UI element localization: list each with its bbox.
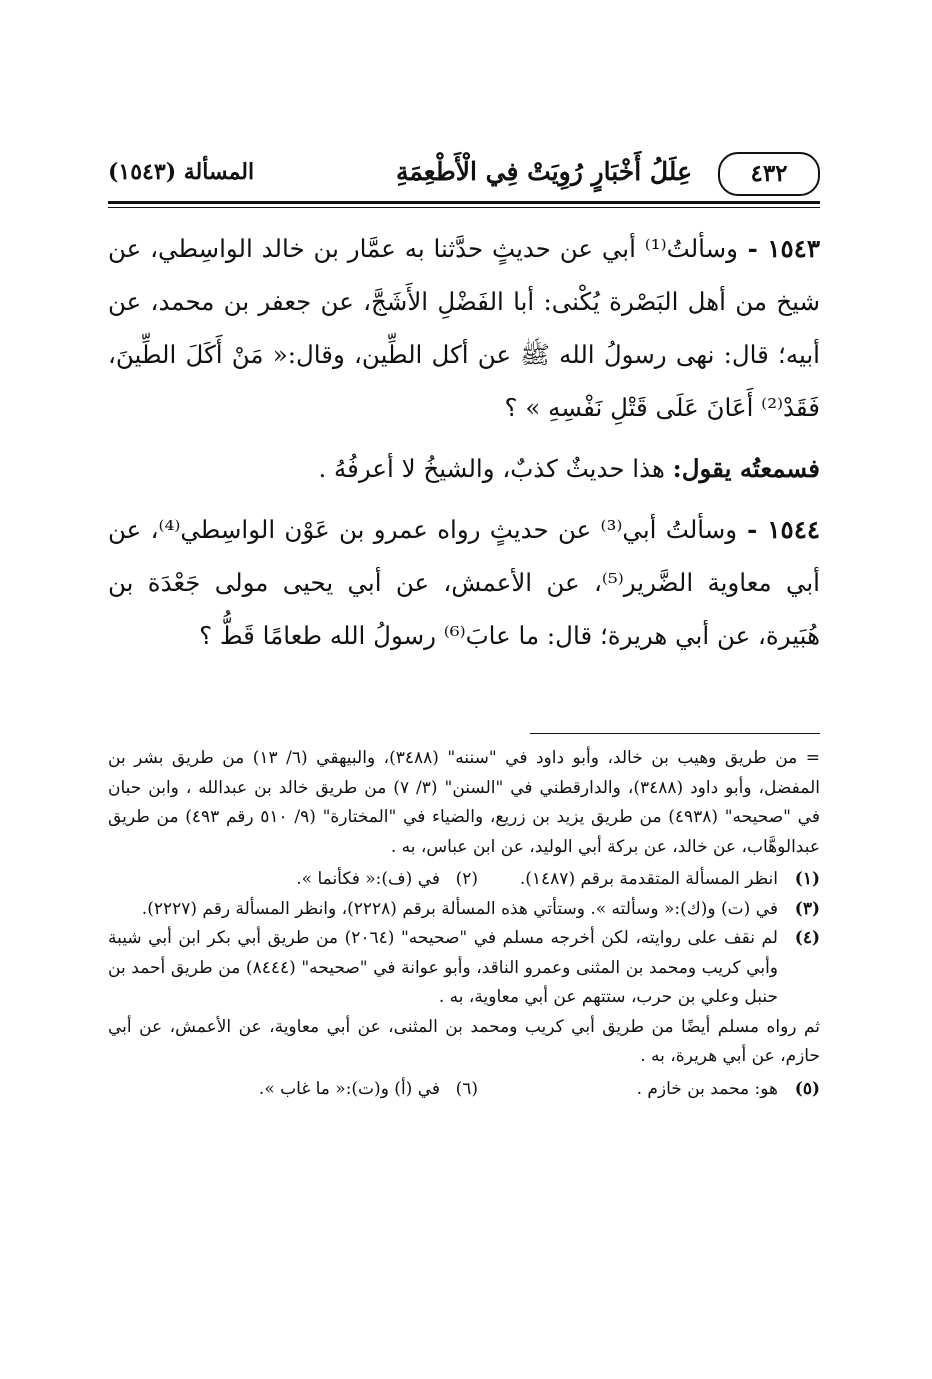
footnote-3 xyxy=(108,895,820,925)
page-number: ٤٣٢ xyxy=(718,152,820,196)
footnote-number: (٢) xyxy=(455,869,478,889)
footnote-divider xyxy=(530,733,820,734)
footnote-4 xyxy=(108,924,820,1013)
footnote-text: في (ف):« فكأنما ». xyxy=(296,869,440,889)
header-rule-thick xyxy=(108,201,820,204)
page-header xyxy=(108,152,820,196)
footnotes xyxy=(108,744,820,1104)
footnote-row-1-2 xyxy=(108,865,820,895)
issue-number: ١٥٤٤ - xyxy=(737,515,821,544)
paragraph-1544 xyxy=(108,503,820,662)
answer-text: هذا حديثٌ كذبٌ، والشيخُ لا أعرفُهُ . xyxy=(318,454,673,483)
footnote-continuation: = من طريق وهيب بن خالد، وأبو داود في "سننه" (٣٤٨٨)، والبيهقي (٦/ ١٣) من طريق بشر بن المفضل، وأبو داود (٣٤٨٨)، والدارقطني في "السنن" (٣/ ٧) من طريق خالد بن عبدالله ، وابن حبان في "صحيحه" (٤٩٣٨) من طريق يزيد بن زريع، والضياء في "المختارة" (٩/ ٥١٠ رقم ٤٩٣) من طريق عبدالوهَّاب، عن خالد، عن بركة أبي الوليد، عن ابن عباس، به . xyxy=(108,748,820,857)
footnote-text: لم نقف على روايته، لكن أخرجه مسلم في "صحيحه" (٢٠٦٤) من طريق أبي بكر ابن أبي شيبة وأبي كريب ومحمد بن المثنى وعمرو الناقد، وأبو عوانة في "صحيحه" (٨٤٤٤) من طريق أحمد بن حنبل وعلي بن حرب، ستتهم عن أبي معاوية، به . xyxy=(108,928,778,1007)
footnote-text: في (أ) و(ت):« ما غاب ». xyxy=(258,1078,440,1099)
footnote-text: هو: محمد بن خازم . xyxy=(636,1078,778,1099)
footnote-number: (١) xyxy=(794,869,820,889)
footnote-number: (٤) xyxy=(794,928,820,948)
footnote-text: في (ت) و(ك):« وسألته ». وستأتي هذه المسألة برقم (٢٢٢٨)، وانظر المسألة رقم (٢٢٢٧). xyxy=(141,898,778,919)
issue-number: ١٥٤٣ - xyxy=(738,234,820,263)
footnote-4-continuation: ثم رواه مسلم أيضًا من طريق أبي كريب ومحمد بن المثنى، عن أبي معاوية، عن الأعمش، عن أبي حازم، عن أبي هريرة، به . xyxy=(108,1016,820,1066)
answer-lead: فسمعتُه يقول: xyxy=(672,454,820,483)
issue-label: المسألة (١٥٤٣) xyxy=(108,159,255,185)
footnote-text: انظر المسألة المتقدمة برقم (١٤٨٧). xyxy=(519,869,778,889)
paragraph-1543 xyxy=(108,222,820,434)
header-rule-thin xyxy=(108,207,820,208)
footnote-number: (٦) xyxy=(455,1078,478,1099)
paragraph-answer xyxy=(108,442,820,495)
footnote-number: (٣) xyxy=(794,898,820,919)
paragraph-text: وسألتُ⁽¹⁾ أبي عن حديثٍ حدَّثنا به عمَّار بن خالد الواسِطي، عن شيخ من أهل البَصْرة يُكْنى: أبا الفَضْلِ الأَشَجَّ، عن جعفر بن محمد، عن أبيه؛ قال: نهى رسولُ الله ﷺ عن أكل الطِّين، وقال:« مَنْ أَكَلَ الطِّينَ، فَقَدْ⁽²⁾ أَعَانَ عَلَى قَتْلِ نَفْسِهِ » ؟ xyxy=(108,234,820,422)
paragraph-text: وسألتُ أبي⁽³⁾ عن حديثٍ رواه عمرو بن عَوْن الواسِطي⁽⁴⁾، عن أبي معاوية الضَّرير⁽⁵⁾، عن الأعمش، عن أبي يحيى مولى جَعْدَة بن هُبَيرة، عن أبي هريرة؛ قال: ما عابَ⁽⁶⁾ رسولُ الله طعامًا قَطُّ ؟ xyxy=(108,515,820,650)
running-title: عِلَلُ أَخْبَارٍ رُوِيَتْ فِي الْأَطْعِمَةِ xyxy=(395,157,692,186)
footnote-row-5-6 xyxy=(108,1075,820,1105)
main-text xyxy=(108,222,820,670)
footnote-number: (٥) xyxy=(794,1078,820,1099)
